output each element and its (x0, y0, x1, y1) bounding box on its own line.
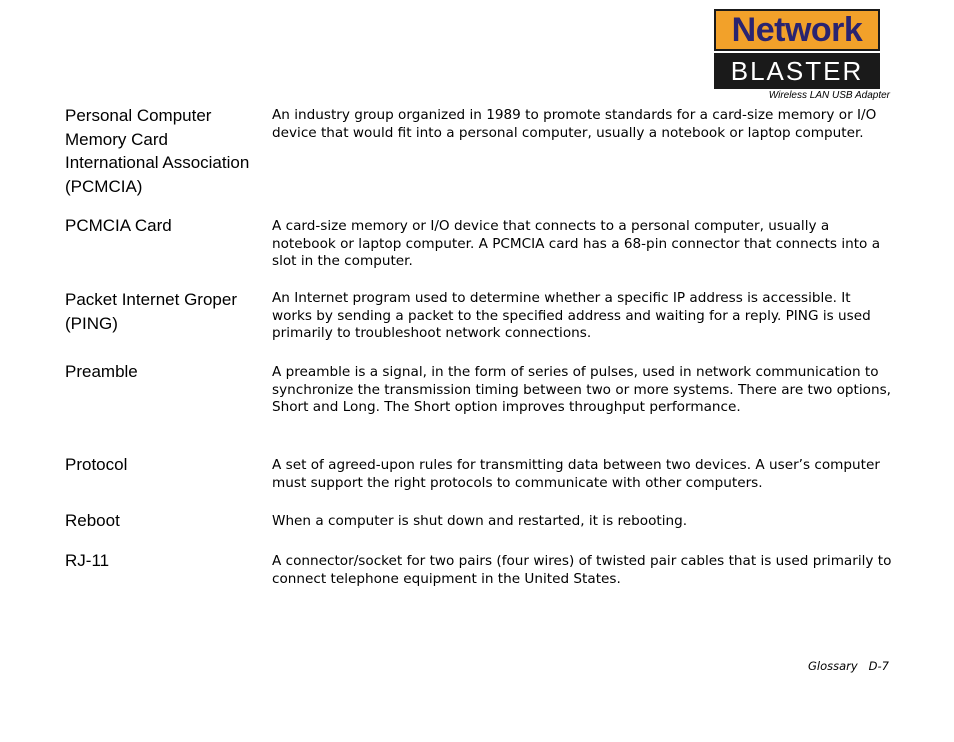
logo-tagline: Wireless LAN USB Adapter (768, 90, 890, 101)
logo-network-text: Network (731, 11, 863, 49)
glossary-definition: A set of agreed-upon rules for transmitting data between two devices. A user’s computer must support the right protocols to communicate with other computers. (272, 457, 880, 491)
glossary-term: Packet Internet Groper (PING) (65, 290, 237, 333)
network-blaster-logo (714, 9, 880, 89)
glossary-definition: A connector/socket for two pairs (four wires) of twisted pair cables that is used primarily to connect telephone equipment in the United States. (272, 553, 892, 587)
page-footer: Glossary D-7 (808, 659, 889, 673)
glossary-term: Reboot (65, 511, 120, 530)
glossary-definition: A card-size memory or I/O device that connects to a personal computer, usually a notebook or laptop computer. A PCMCIA card has a 68-pin connector that connects into a slot in the computer. (272, 218, 881, 269)
logo-blaster-text: BLASTER (730, 56, 864, 86)
logo-bottom-panel (714, 53, 880, 89)
glossary-term: Personal Computer Memory Card International Association (PCMCIA) (65, 106, 250, 196)
glossary-term: Protocol (65, 455, 128, 474)
glossary-definition: An industry group organized in 1989 to promote standards for a card-size memory or I/O device that would fit into a personal computer, usually a notebook or laptop computer. (272, 107, 877, 141)
glossary-definition: An Internet program used to determine whether a specific IP address is accessible. It works by sending a packet to the specified address and waiting for a reply. PING is used primarily to troubleshoot network connections. (272, 290, 871, 341)
glossary-term: PCMCIA Card (65, 216, 172, 235)
glossary-definition: A preamble is a signal, in the form of series of pulses, used in network communication to synchronize the transmission timing between two or more systems. There are two options, Short and Long. The Short option improves throughput performance. (272, 364, 891, 415)
logo-top-panel (714, 9, 880, 51)
glossary-definition: When a computer is shut down and restarted, it is rebooting. (272, 513, 688, 529)
glossary-term: RJ-11 (65, 551, 110, 570)
glossary-term: Preamble (65, 362, 138, 381)
